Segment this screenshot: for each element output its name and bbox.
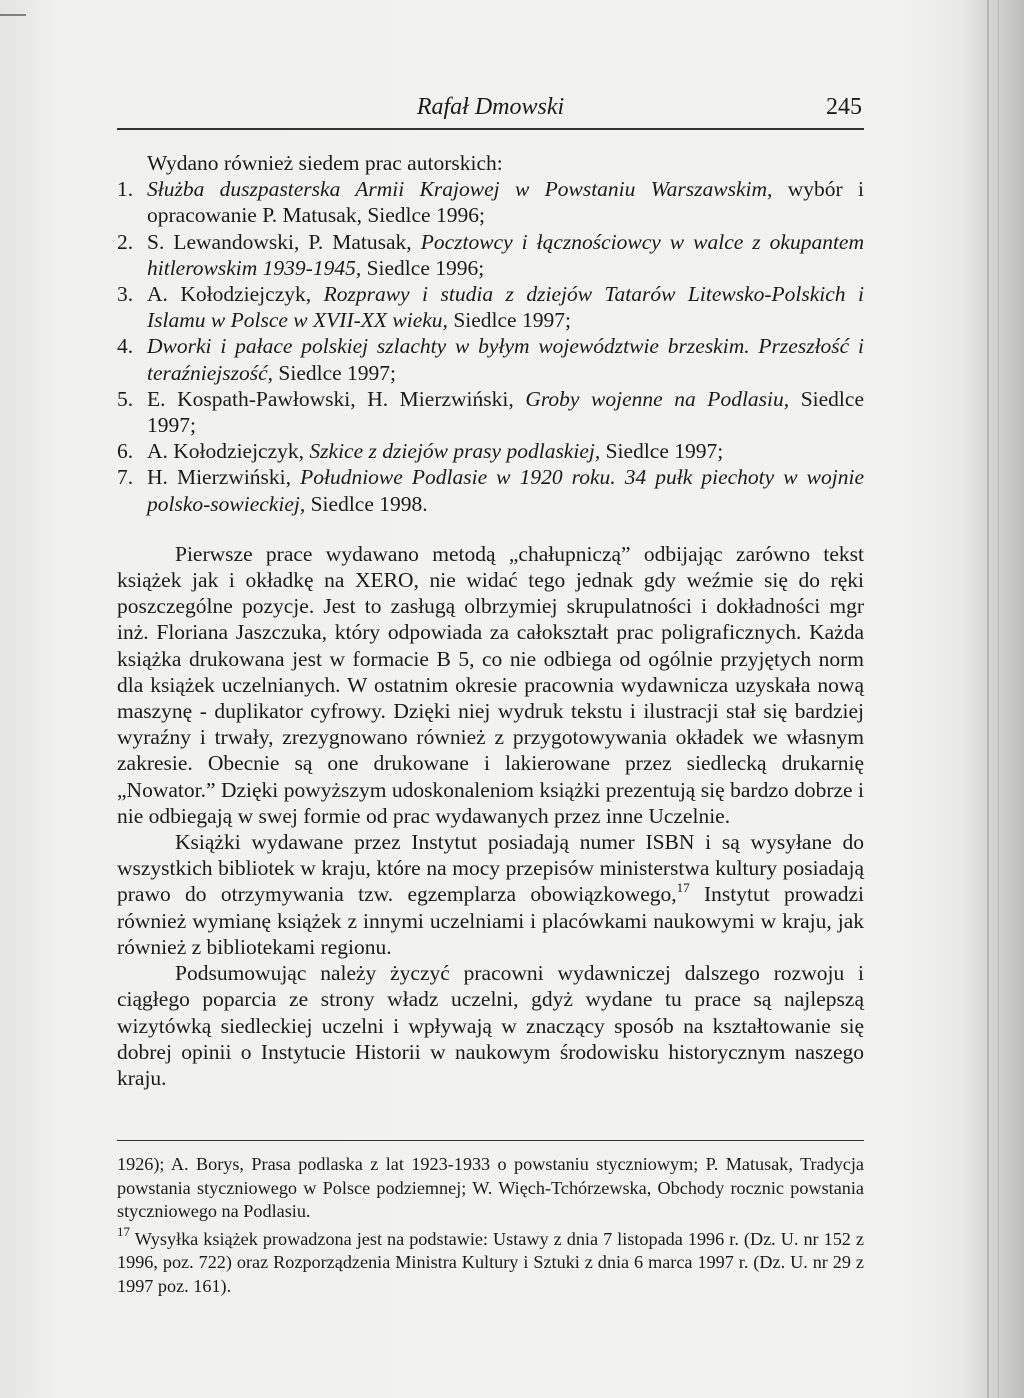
publication-item <box>117 438 864 464</box>
footnote-continued: 1926); A. Borys, Prasa podlaska z lat 1923-1933 o powstaniu styczniowym; P. Matusak, Tradycja powstania styczniowego w Polsce podziemnej; W. Więch-Tchórzewska, Obchody rocznic powstania styczniowego na Podlasiu. <box>117 1154 864 1221</box>
publication-title: Groby wojenne na Podlasiu, <box>525 386 790 411</box>
publication-title: Południowe Podlasie w 1920 roku. 34 pułk piechoty w wojnie polsko-sowieckiej, <box>147 465 864 516</box>
paragraph-isbn-distribution <box>117 829 864 960</box>
paragraph-printing-methods: Pierwsze prace wydawano metodą „chałupniczą” odbijając zarówno tekst książek jak i okładkę na XERO, nie widać tego jednak gdy weźmie się do ręki poszczególne pozycje. Jest to zasługą olbrzymiej skrupulatności i dokładności mgr inż. Floriana Jaszczuka, który odpowiada za całokształt prac poligraficznych. Każda książka drukowana jest w formacie B 5, co nie odbiega od ogólnie przyjętych norm dla książek uczelnianych. W ostatnim okresie pracownia wydawnicza uzyskała nową maszynę - duplikator cyfrowy. Dzięki niej wydruk tekstu i ilustracji stał się bardziej wyraźny i trwały, zrezygnowano również z przygotowywania okładek we własnym zakresie. Obecnie są one drukowane i lakierowane przez siedlecką drukarnię „Nowator.” Dzięki powyższym udoskonaleniom książki prezentują się bardzo dobrze i nie odbiegają w swej formie od prac wydawanych przez inne Uczelnie. <box>117 541 864 828</box>
publication-authors: A. Kołodziejczyk, <box>147 439 310 464</box>
publication-title: Pocztowcy i łącznościowcy w walce z okupantem hitlerowskim 1939-1945, <box>147 229 864 280</box>
publication-authors: S. Lewandowski, P. Matusak, <box>147 229 421 254</box>
publication-number: 6. <box>117 439 134 464</box>
publication-details: Siedlce 1997; <box>273 360 397 385</box>
publication-details: Siedlce 1997; <box>447 308 571 333</box>
footnote-reference: 17 <box>676 880 690 896</box>
publication-authors: A. Kołodziejczyk, <box>147 282 324 307</box>
binding-edge-line <box>987 0 989 1398</box>
footnote-text: Wysyłka książek prowadzona jest na podstawie: Ustawy z dnia 7 listopada 1996 r. (Dz. U. nr 152 z 1996, poz. 722) oraz Rozporządzenia Ministra Kultury i Sztuki z dnia 6 marca 1997 r. (Dz. U. nr 29 z 1997 poz. 161). <box>117 1228 864 1296</box>
publication-title: Rozprawy i studia z dziejów Tatarów Litewsko-Polskich i Islamu w Polsce w XVII-XX wieku, <box>147 282 864 333</box>
publication-details: Siedlce 1998. <box>305 491 428 516</box>
main-text <box>117 150 864 1091</box>
binding-edge-line-secondary <box>998 0 999 1398</box>
publication-item <box>117 386 864 438</box>
publication-title: Szkice z dziejów prasy podlaskiej, <box>309 439 601 464</box>
scan-corner-mark <box>0 0 26 16</box>
running-title: Rafał Dmowski <box>416 94 565 120</box>
publication-details: wybór i opracowanie P. Matusak, Siedlce 1996; <box>147 177 864 228</box>
footnotes <box>117 1153 864 1298</box>
publication-item <box>117 464 864 516</box>
paragraph-text: Książki wydawane przez Instytut posiadają numer ISBN i są wysyłane do wszystkich bibliotek w kraju, które na mocy przepisów ministerstwa kultury posiadają prawo do otrzymywania tzw. egzemplarza obowiązkowego, <box>117 830 864 907</box>
publication-item <box>117 281 864 333</box>
publications-list <box>117 176 864 517</box>
footnote-number: 17 <box>117 1223 130 1239</box>
publication-details: Siedlce 1997; <box>600 439 724 464</box>
publication-authors: E. Kospath-Pawłowski, H. Mierzwiński, <box>147 386 526 411</box>
publication-details: Siedlce 1996; <box>361 255 485 280</box>
paragraph-summary: Podsumowując należy życzyć pracowni wydawniczej dalszego rozwoju i ciągłego poparcia ze strony władz uczelni, gdyż wydane tu prace są najlepszą wizytówką siedleckiej uczelni i wpływają w znaczący sposób na kształtowanie się dobrej opinii o Instytucie Historii w naukowym środowisku historycznym naszego kraju. <box>117 961 864 1090</box>
page-header <box>117 92 864 130</box>
publication-number: 3. <box>117 282 134 307</box>
publication-number: 5. <box>117 386 134 411</box>
publication-number: 7. <box>117 465 134 490</box>
publication-number: 4. <box>117 334 134 359</box>
publication-number: 2. <box>117 229 134 254</box>
publication-item <box>117 333 864 385</box>
page-number: 245 <box>826 94 862 120</box>
publication-title: Dworki i pałace polskiej szlachty w byłym województwie brzeskim. Przeszłość i teraźniejszość, <box>147 334 864 385</box>
footnote-divider <box>117 1140 864 1141</box>
publication-item <box>117 229 864 281</box>
publication-details: Siedlce 1997; <box>147 386 864 438</box>
publication-authors: H. Mierzwiński, <box>147 465 301 490</box>
publication-title: Służba duszpasterska Armii Krajowej w Powstaniu Warszawskim, <box>147 177 773 202</box>
publications-intro: Wydano również siedem prac autorskich: <box>147 151 503 175</box>
publication-number: 1. <box>117 177 134 202</box>
footnote-17 <box>117 1223 864 1299</box>
publication-item <box>117 176 864 228</box>
paragraph-text: Instytut prowadzi również wymianę książek z innymi uczelniami i placówkami naukowymi w kraju, jak również z bibliotekami regionu. <box>117 882 864 959</box>
